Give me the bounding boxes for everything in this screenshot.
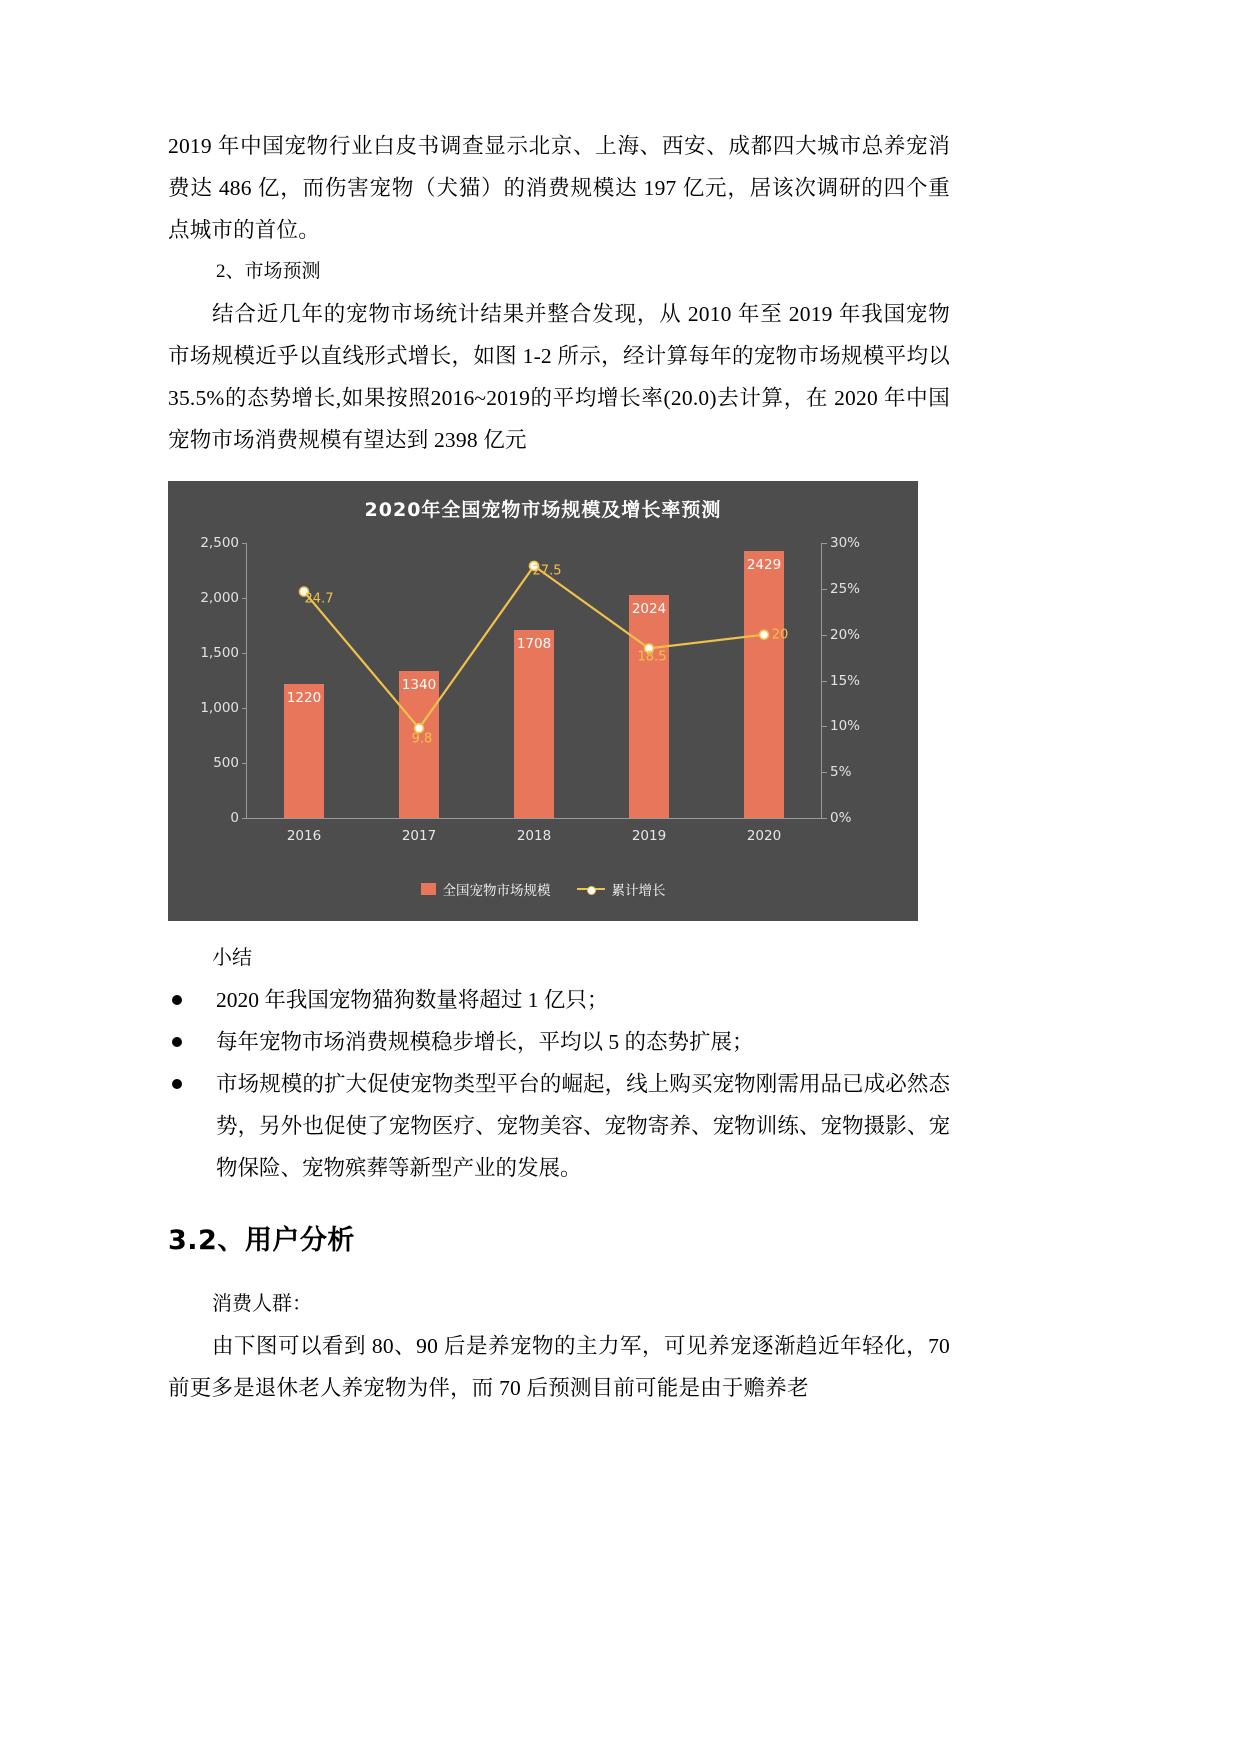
paragraph-list-number: 2、市场预测 (216, 261, 321, 282)
y2-tick-5: 5% (830, 764, 852, 781)
paragraph-closing: 由下图可以看到 80、90 后是养宠物的主力军，可见养宠逐渐趋近年轻化，70 前更多是退休老人养宠物为伴，而 70 后预测目前可能是由于赡养老 (168, 1334, 950, 1400)
legend-line-swatch-icon (577, 888, 605, 890)
bar-value-2018: 1708 (516, 636, 552, 652)
y-tick-1000: 1,000 (200, 700, 239, 716)
legend-label-line: 累计增长 (611, 883, 666, 899)
y-tick-500: 500 (213, 755, 239, 771)
list-item (168, 1063, 950, 1189)
legend-item-bar (421, 879, 551, 899)
bullet-dot-icon (172, 995, 182, 1005)
market-forecast-chart (168, 481, 918, 921)
line-value-2020: 20 (771, 627, 789, 643)
page-title: 3.2、用户分析 (168, 1225, 355, 1256)
growth-line-series (247, 543, 822, 818)
page-content (168, 125, 950, 1409)
bar-value-2020: 2429 (746, 557, 782, 573)
x-tick-2020: 2020 (746, 828, 782, 844)
legend-bar-swatch-icon (421, 883, 436, 895)
summary-label: 小结 (212, 947, 252, 969)
x-tick-2019: 2019 (631, 828, 667, 844)
y2-tick-15: 15% (830, 672, 861, 689)
chart-plot-area (200, 535, 861, 844)
legend-item-line (577, 879, 666, 899)
bar-value-2016: 1220 (286, 690, 322, 706)
y2-tick-20: 20% (830, 626, 861, 643)
line-value-2019: 18.5 (637, 649, 667, 665)
x-tick-2018: 2018 (516, 828, 552, 844)
paragraph-forecast: 结合近几年的宠物市场统计结果并整合发现，从 2010 年至 2019 年我国宠物市场规模近乎以直线形式增长，如图 1-2 所示，经计算每年的宠物市场规模平均以 35.5%的态势增长,如果按照2016~2019的平均增长率(20.0)去计算，在 2020 年中国宠物市场消费规模有望达到 2398 亿元 (168, 302, 950, 452)
y-tick-0: 0 (230, 810, 239, 826)
line-value-2016: 24.7 (304, 591, 334, 607)
line-value-2018: 27.5 (532, 563, 562, 579)
legend-label-bar: 全国宠物市场规模 (442, 883, 551, 899)
subsection-label: 消费人群： (212, 1293, 312, 1315)
y-tick-2000: 2,000 (200, 590, 239, 606)
y2-tick-10: 10% (830, 718, 861, 735)
y-tick-2500: 2,500 (200, 535, 239, 551)
y2-tick-25: 25% (830, 580, 861, 597)
x-tick-2017: 2017 (401, 828, 437, 844)
line-value-2017: 9.8 (411, 731, 433, 747)
x-tick-2016: 2016 (286, 828, 322, 844)
y2-tick-30: 30% (830, 535, 861, 551)
bar-value-2017: 1340 (401, 677, 437, 693)
summary-bullets (168, 979, 950, 1189)
bullet-dot-icon (172, 1037, 182, 1047)
y-tick-1500: 1,500 (200, 645, 239, 661)
bullet-text: 市场规模的扩大促使宠物类型平台的崛起，线上购买宠物刚需用品已成必然态势，另外也促使了宠物医疗、宠物美容、宠物寄养、宠物训练、宠物摄影、宠物保险、宠物殡葬等新型产业的发展。 (216, 1072, 950, 1180)
bullet-dot-icon (172, 1079, 182, 1089)
list-item (168, 1021, 950, 1063)
chart-title: 2020年全国宠物市场规模及增长率预测 (364, 499, 722, 521)
list-item (168, 979, 950, 1021)
bullet-text: 每年宠物市场消费规模稳步增长，平均以 5 的态势扩展； (216, 1030, 754, 1054)
y2-tick-0: 0% (830, 810, 852, 826)
bullet-text: 2020 年我国宠物猫狗数量将超过 1 亿只； (216, 988, 609, 1012)
chart-legend (168, 879, 918, 899)
bar-value-2019: 2024 (631, 601, 667, 617)
paragraph-intro: 2019 年中国宠物行业白皮书调查显示北京、上海、西安、成都四大城市总养宠消费达 486 亿，而伤害宠物（犬猫）的消费规模达 197 亿元，居该次调研的四个重点城市的首位。 (168, 134, 950, 242)
